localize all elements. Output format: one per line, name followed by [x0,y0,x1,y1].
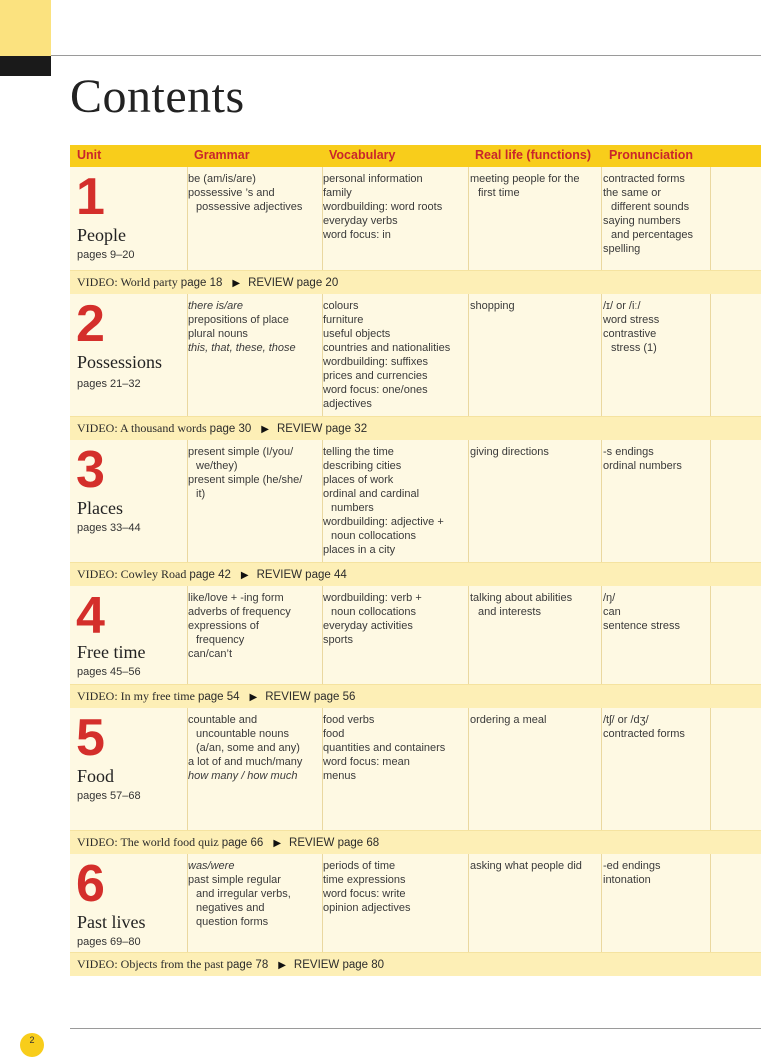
vocabulary-item: wordbuilding: suffixes [323,356,428,368]
vocabulary-item: noun collocations [331,530,417,542]
column-divider [468,440,469,562]
vocabulary-item: wordbuilding: word roots [323,201,443,213]
column-divider [601,586,602,684]
review-page: page 32 [325,423,368,435]
column-divider [710,167,711,270]
vocabulary-cell [323,299,450,411]
video-label: VIDEO: In my free time [77,689,198,703]
unit-row [70,708,761,831]
play-arrow-icon: ▶ [240,570,249,581]
column-divider [601,440,602,562]
pronunciation-item: intonation [603,874,651,886]
header-real-life: Real life (functions) [475,148,591,162]
review-label: REVIEW [289,837,338,849]
grammar-item: expressions of [188,620,259,632]
corner-band [0,56,51,76]
unit-pages: pages 9–20 [77,249,135,261]
vocabulary-item: time expressions [323,874,406,886]
unit-number: 5 [76,709,105,767]
review-label: REVIEW [248,277,297,289]
play-arrow-icon: ▶ [232,278,241,289]
vocabulary-item: everyday activities [323,620,413,632]
video-label: VIDEO: Cowley Road [77,567,190,581]
column-divider [468,167,469,270]
vocabulary-cell [323,445,444,557]
vocabulary-cell [323,172,442,242]
grammar-item: present simple (he/she/ [188,474,303,486]
real-life-item: giving directions [470,446,549,458]
review-label: REVIEW [276,423,326,435]
pronunciation-item: /ŋ/ [603,592,616,604]
review-label: REVIEW [293,959,343,971]
grammar-item: negatives and [196,902,265,914]
unit-number: 1 [76,168,105,226]
real-life-cell [470,859,582,873]
column-divider [468,854,469,952]
review-page: page 68 [337,837,380,849]
pronunciation-item: can [603,606,621,618]
pronunciation-cell [603,299,659,355]
pronunciation-item: sentence stress [603,620,681,632]
video-review-row [70,953,761,976]
video-review-row [70,563,761,586]
column-divider [468,586,469,684]
video-label: VIDEO: World party [77,275,181,289]
video-label: VIDEO: A thousand words [77,421,210,435]
vocabulary-item: sports [323,634,353,646]
play-arrow-icon: ▶ [261,424,269,435]
column-divider [601,167,602,270]
unit-row [70,167,761,271]
unit-pages: pages 45–56 [77,666,141,678]
header-unit: Unit [77,148,102,162]
units-list [70,167,761,976]
column-divider [710,854,711,952]
vocabulary-item: places of work [323,474,394,486]
review-page: page 80 [342,959,385,971]
pronunciation-item: saying numbers [603,215,681,227]
unit-row [70,440,761,563]
vocabulary-item: opinion adjectives [323,902,411,914]
bottom-rule [70,1028,761,1029]
real-life-item: shopping [470,300,515,312]
corner-tab [0,0,51,56]
grammar-item: and irregular verbs, [196,888,291,900]
pronunciation-cell [603,445,682,473]
vocabulary-item: places in a city [323,544,396,556]
vocabulary-item: numbers [331,502,374,514]
play-arrow-icon: ▶ [278,960,286,971]
review-label: REVIEW [256,569,306,581]
column-divider [710,294,711,416]
unit-number: 2 [76,295,105,353]
vocabulary-item: food [323,728,345,740]
pronunciation-cell [603,591,680,633]
unit-row [70,854,761,953]
vocabulary-item: prices and currencies [323,370,428,382]
vocabulary-item: word focus: one/ones [323,384,428,396]
video-page: page 18 [180,277,223,289]
play-arrow-icon: ▶ [249,692,258,703]
grammar-item: prepositions of place [188,314,289,326]
page-number: 2 [20,1033,44,1057]
real-life-cell [470,591,572,619]
grammar-item: countable and [188,714,258,726]
video-page: page 78 [226,959,269,971]
grammar-item: (a/an, some and any) [196,742,300,754]
contents-table [70,145,761,976]
pronunciation-item: contracted forms [603,728,685,740]
column-divider [710,440,711,562]
real-life-item: talking about abilities [470,592,573,604]
header-grammar: Grammar [194,148,250,162]
real-life-cell [470,299,515,313]
grammar-cell [188,713,302,783]
video-review-row [70,685,761,708]
pronunciation-item: and percentages [611,229,693,241]
vocabulary-item: periods of time [323,860,396,872]
unit-number: 6 [76,855,105,913]
vocabulary-item: describing cities [323,460,402,472]
vocabulary-item: useful objects [323,328,391,340]
video-page: page 30 [209,423,252,435]
grammar-item: possessive ’s and [188,187,275,199]
grammar-item: adverbs of frequency [188,606,291,618]
vocabulary-item: word focus: in [323,229,391,241]
grammar-item: be (am/is/are) [188,173,256,185]
header-vocabulary: Vocabulary [329,148,396,162]
unit-pages: pages 33–44 [77,522,141,534]
video-page: page 66 [221,837,264,849]
vocabulary-item: word focus: mean [323,756,410,768]
pronunciation-item: -ed endings [603,860,661,872]
review-label: REVIEW [265,691,314,703]
real-life-item: and interests [478,606,541,618]
vocabulary-cell [323,713,445,783]
grammar-item: question forms [196,916,269,928]
unit-row [70,294,761,417]
unit-name: Possessions [77,352,163,372]
video-label: VIDEO: Objects from the past [77,957,227,971]
grammar-item: can/can’t [188,648,233,660]
grammar-item: a lot of and much/many [188,756,303,768]
grammar-item: like/love + -ing form [188,592,284,604]
video-label: VIDEO: The world food quiz [77,835,222,849]
review-page: page 56 [313,691,356,703]
vocabulary-item: menus [323,770,357,782]
vocabulary-item: colours [323,300,359,312]
real-life-item: ordering a meal [470,714,547,726]
unit-name: Free time [77,642,146,662]
header-pronunciation: Pronunciation [609,148,694,162]
video-page: page 42 [189,569,231,581]
pronunciation-item: ordinal numbers [603,460,682,472]
pronunciation-cell [603,713,685,741]
pronunciation-item: contracted forms [603,173,685,185]
vocabulary-item: wordbuilding: verb + [323,592,422,604]
vocabulary-item: countries and nationalities [323,342,451,354]
pronunciation-item: the same or [603,187,662,199]
unit-number: 3 [76,441,105,499]
grammar-cell [188,299,296,355]
grammar-item: possessive adjectives [196,201,303,213]
real-life-item: asking what people did [470,860,582,872]
unit-name: Past lives [77,912,146,932]
pronunciation-item: spelling [603,243,641,255]
vocabulary-item: food verbs [323,714,375,726]
top-rule [51,55,761,56]
review-page: page 44 [305,569,347,581]
pronunciation-item: /tʃ/ or /dʒ/ [603,714,649,726]
vocabulary-item: furniture [323,314,364,326]
unit-pages: pages 69–80 [77,936,141,948]
grammar-item: it) [196,488,206,500]
vocabulary-item: adjectives [323,398,372,410]
grammar-item: past simple regular [188,874,281,886]
column-divider [710,708,711,830]
page-title: Contents [70,70,245,123]
grammar-item: we/they) [196,460,238,472]
vocabulary-item: quantities and containers [323,742,446,754]
grammar-item: uncountable nouns [196,728,289,740]
pronunciation-item: -s endings [603,446,654,458]
vocabulary-item: telling the time [323,446,394,458]
real-life-cell [470,172,579,200]
play-arrow-icon: ▶ [273,838,282,849]
grammar-item: frequency [196,634,245,646]
unit-pages: pages 21–32 [77,378,141,390]
real-life-cell [470,713,546,727]
real-life-item: first time [478,187,520,199]
grammar-item: there is/are [188,300,244,312]
grammar-cell [188,591,291,661]
vocabulary-item: personal information [323,173,423,185]
real-life-cell [470,445,549,459]
video-review-row [70,271,761,294]
unit-pages: pages 57–68 [77,790,141,802]
vocabulary-item: family [323,187,352,199]
video-page: page 54 [197,691,240,703]
grammar-cell [188,172,302,214]
grammar-item: how many / how much [188,770,298,782]
unit-number: 4 [76,587,105,645]
review-page: page 20 [296,277,339,289]
pronunciation-cell [603,172,693,256]
grammar-item: this, that, these, those [188,342,296,354]
grammar-item: was/were [188,860,235,872]
grammar-item: plural nouns [188,328,248,340]
pronunciation-item: /ɪ/ or /iː/ [603,300,641,312]
vocabulary-item: everyday verbs [323,215,398,227]
column-divider [601,294,602,416]
table-header [70,145,761,167]
vocabulary-item: ordinal and cardinal [323,488,420,500]
vocabulary-cell [323,859,410,915]
pronunciation-item: stress (1) [611,342,657,354]
unit-row [70,586,761,685]
pronunciation-item: contrastive [603,328,657,340]
pronunciation-item: word stress [603,314,660,326]
unit-name: Food [77,766,115,786]
column-divider [468,708,469,830]
video-review-row [70,831,761,854]
column-divider [601,854,602,952]
video-review-row [70,417,761,440]
real-life-item: meeting people for the [470,173,580,185]
column-divider [601,708,602,830]
vocabulary-item: noun collocations [331,606,417,618]
pronunciation-cell [603,859,661,887]
unit-name: People [77,225,126,245]
pronunciation-item: different sounds [611,201,690,213]
grammar-cell [188,445,302,501]
vocabulary-item: wordbuilding: adjective + [323,516,444,528]
unit-name: Places [77,498,123,518]
column-divider [468,294,469,416]
vocabulary-item: word focus: write [323,888,406,900]
column-divider [710,586,711,684]
grammar-cell [188,859,291,929]
vocabulary-cell [323,591,422,647]
grammar-item: present simple (I/you/ [188,446,294,458]
